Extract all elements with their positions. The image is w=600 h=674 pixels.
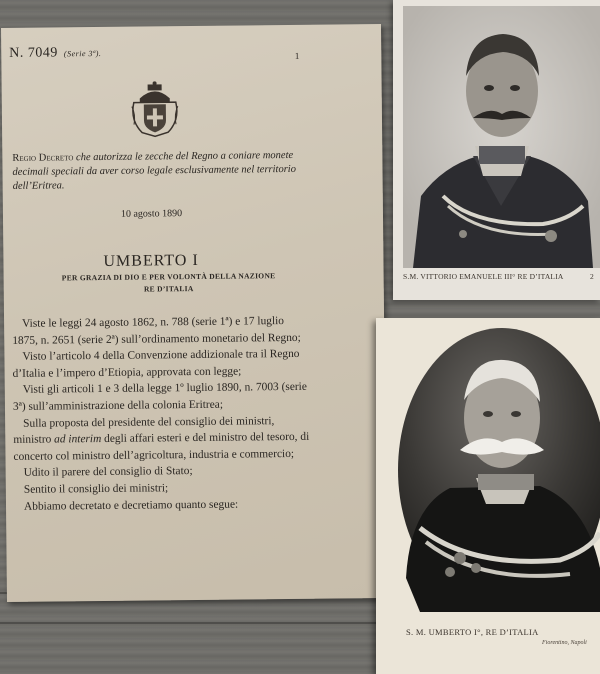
decree-paragraph: Sentito il consiglio dei ministri; (23, 482, 169, 496)
decree-serie: (Serie 3ª). (63, 48, 102, 59)
interim-italic: ad interim (54, 433, 102, 446)
decree-number (9, 45, 101, 62)
decree-intro (12, 149, 304, 194)
decree-date: 10 agosto 1890 (120, 208, 183, 220)
decree-body (12, 313, 310, 515)
postcard-caption: S.M. VITTORIO EMANUELE III° RE D’ITALIA (403, 272, 564, 281)
royal-title: RE D’ITALIA (143, 284, 194, 294)
interim-rest: degli affari esteri e del ministro del tesoro, di concerto col ministro dell’agricoltura, industria e commercio; (13, 430, 310, 463)
decree-intro-text: che autorizza le zecche del Regno a coniare monete decimali speciali da aver corso legale esclusivamente nel territorio dell’Eritrea. (12, 149, 296, 192)
king-name: UMBERTO I (103, 251, 199, 270)
decree-intro-heading: Regio Decreto (12, 152, 74, 164)
decree-number-label: N. 7049 (9, 45, 58, 61)
postcard-caption: S. M. UMBERTO I°, RE D’ITALIA (406, 627, 539, 637)
postcard-number: 2 (590, 272, 594, 281)
decree-paragraph: Visti gli articoli 1 e 3 della legge 1º luglio 1890, n. 7003 (serie 3ª) sull’amministrazione della colonia Eritrea; (12, 381, 307, 413)
decree-paragraph: Viste le leggi 24 agosto 1862, n. 788 (serie 1ª) e 17 luglio 1875, n. 2651 (serie 2ª) sull’ordinamento monetario del Regno; (12, 315, 301, 347)
decree-paragraph: Udito il parere del consiglio di Stato; (23, 465, 193, 480)
decree-paragraph: Visto l’articolo 4 della Convenzione addizionale tra il Regno d’Italia e l’impero d’Etiopia, approvata con legge; (12, 348, 300, 380)
portrait-vittorio-emanuele-photo (403, 6, 600, 268)
decree-paragraph: Sulla proposta del presidente del consiglio dei ministri, (23, 414, 275, 430)
postcard-umberto (376, 318, 600, 674)
decree-paragraph (13, 429, 309, 465)
photo-studio-credit: Fiorentino, Napoli (542, 640, 587, 646)
savoy-coat-of-arms-icon (130, 80, 181, 139)
decree-paragraph: Abbiamo decretato e decretiamo quanto segue: (23, 498, 239, 513)
decree-page-number: 1 (294, 50, 300, 61)
postcard-vittorio-emanuele (393, 0, 600, 300)
royal-formula: PER GRAZIA DI DIO E PER VOLONTÀ DELLA NAZIONE (61, 271, 276, 283)
portrait-umberto-photo (390, 328, 600, 612)
interim-prefix: ministro (13, 433, 55, 447)
royal-decree-document (1, 24, 387, 602)
